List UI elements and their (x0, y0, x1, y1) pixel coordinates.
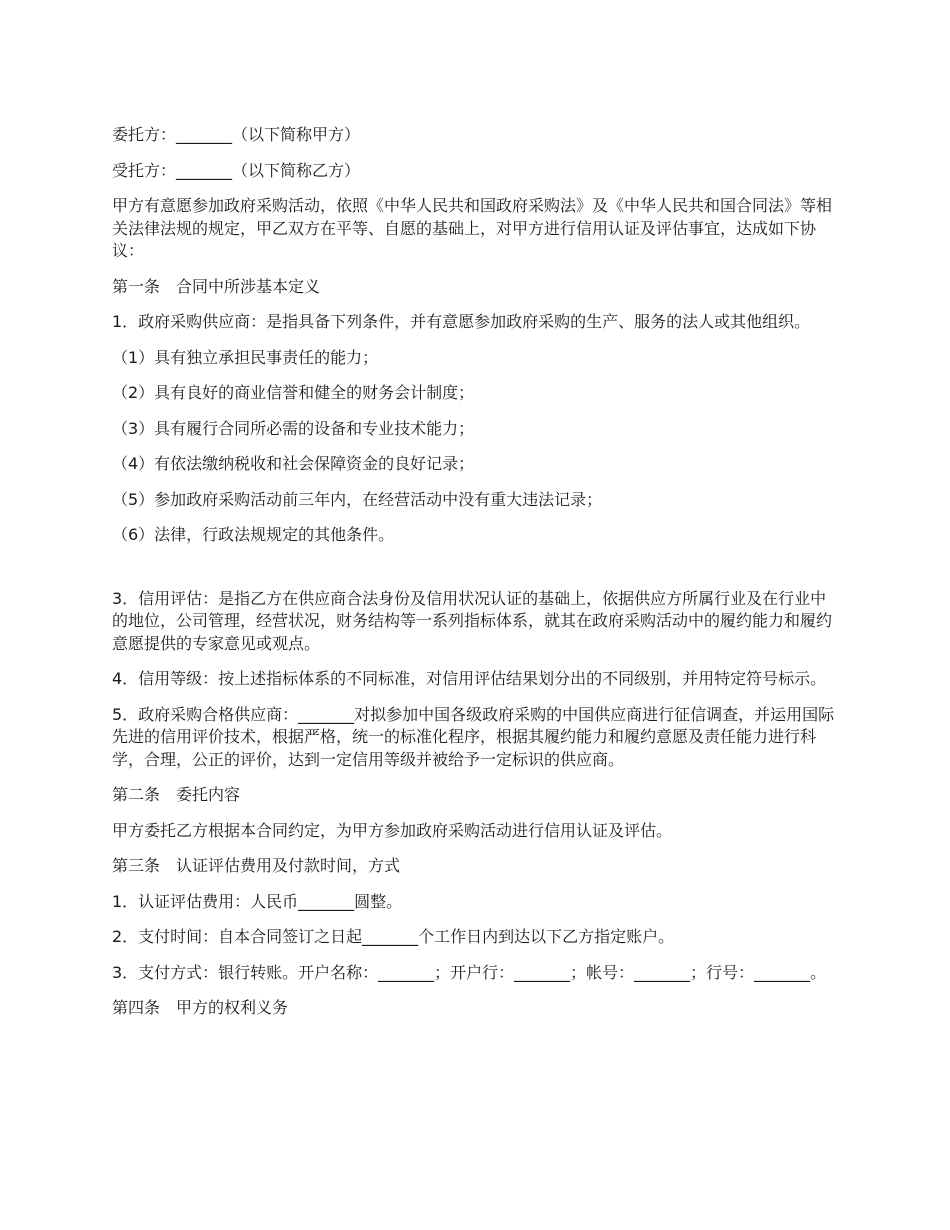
condition-item-3: （3）具有履行合同所必需的设备和专业技术能力； (112, 418, 475, 438)
condition-item-6: （6）法律，行政法规规定的其他条件。 (112, 525, 395, 544)
article-3-heading: 第三条 认证评估费用及付款时间，方式 (112, 856, 401, 875)
definition-3-credit-evaluation: 3．信用评估：是指乙方在供应商合法身份及信用状况认证的基础上，依据供应方所属行业及在行业中的地位，公司管理，经营状况，财务结构等一系列指标体系，就其在政府采购活动中的履约能力和履约意愿提供的专家意见或观点。 (112, 588, 833, 653)
definition-4-credit-rating: 4．信用等级：按上述指标体系的不同标准，对信用评估结果划分出的不同级别，并用特定符号标示。 (112, 669, 827, 688)
definition-5-qualified-supplier: 5．政府采购合格供应商：_______对拟参加中国各级政府采购的中国供应商进行征信调查，并运用国际先进的信用评价技术，根据严格，统一的标准化程序，根据其履约能力和履约意愿及责任能力进行科学，合理，公正的评价，达到一定信用等级并被给予一定标识的供应商。 (112, 704, 835, 769)
condition-item-5: （5）参加政府采购活动前三年内，在经营活动中没有重大违法记录； (112, 489, 603, 509)
condition-item-1: （1）具有独立承担民事责任的能力； (112, 347, 379, 367)
principal-party-line: 委托方：_______（以下简称甲方） (112, 125, 361, 144)
preamble-paragraph: 甲方有意愿参加政府采购活动，依照《中华人民共和国政府采购法》及《中华人民共和国合同法》等相关法律法规的规定，甲乙双方在平等、自愿的基础上，对甲方进行信用认证及评估事宜，达成如下协议： (112, 196, 833, 260)
payment-method-clause: 3．支付方式：银行转账。开户名称：_______；开户行：_______；帐号：_______；行号：_______。 (112, 962, 827, 982)
condition-item-4: （4）有依法缴纳税收和社会保障资金的良好记录； (112, 454, 475, 473)
article-2-content: 甲方委托乙方根据本合同约定，为甲方参加政府采购活动进行信用认证及评估。 (112, 820, 673, 840)
article-1-heading: 第一条 合同中所涉基本定义 (112, 276, 321, 296)
article-4-heading: 第四条 甲方的权利义务 (112, 998, 289, 1017)
agent-party-line: 受托方：_______（以下简称乙方） (112, 160, 361, 180)
article-2-heading: 第二条 委托内容 (112, 785, 241, 804)
payment-time-clause: 2．支付时间：自本合同签订之日起_______个工作日内到达以下乙方指定账户。 (112, 927, 675, 946)
blank-gap (112, 560, 838, 588)
fee-clause: 1．认证评估费用：人民币_______圆整。 (112, 891, 403, 911)
definition-1-supplier: 1．政府采购供应商：是指具备下列条件，并有意愿参加政府采购的生产、服务的法人或其他组织。 (112, 312, 811, 331)
condition-item-2: （2）具有良好的商业信誉和健全的财务会计制度； (112, 383, 475, 402)
